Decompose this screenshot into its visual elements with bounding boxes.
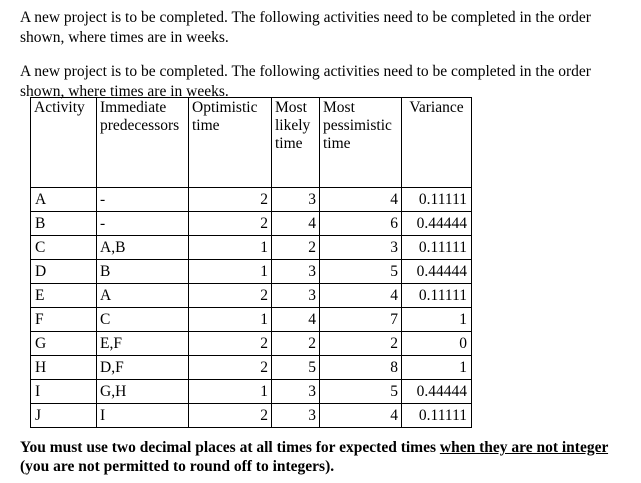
- cell-optimistic: 1: [189, 308, 272, 332]
- cell-likely: 3: [272, 188, 320, 212]
- cell-variance: 0.11111: [402, 404, 472, 428]
- cell-activity: I: [31, 380, 97, 404]
- intro-paragraph: A new project is to be completed. The following activities need to be completed in the order shown, where times are in weeks.: [20, 9, 591, 46]
- cell-activity: C: [31, 236, 97, 260]
- table-row: [31, 188, 472, 212]
- table-header-row: [31, 98, 472, 188]
- header-activity: Activity: [31, 98, 97, 188]
- cell-variance: 0.11111: [402, 284, 472, 308]
- instruction-underlined: when they are not integer: [439, 439, 609, 456]
- cell-activity: G: [31, 332, 97, 356]
- intro-paragraph-repeat: A new project is to be completed. The following activities need to be completed in the order shown, where times are in weeks.: [20, 63, 591, 100]
- cell-predecessors: -: [97, 188, 189, 212]
- cell-pessimistic: 4: [320, 188, 402, 212]
- cell-optimistic: 2: [189, 284, 272, 308]
- table-row: [31, 260, 472, 284]
- cell-likely: 4: [272, 308, 320, 332]
- instruction-part-1: You must use two decimal places at all times for expected times: [20, 439, 440, 456]
- table-row: [31, 380, 472, 404]
- cell-variance: 0.44444: [402, 260, 472, 284]
- table-row: [31, 332, 472, 356]
- instruction-part-2: (you are not permitted to round off to integers).: [20, 458, 335, 475]
- header-predecessors: Immediate predecessors: [97, 98, 189, 188]
- cell-pessimistic: 5: [320, 260, 402, 284]
- cell-optimistic: 2: [189, 356, 272, 380]
- cell-variance: 0.44444: [402, 212, 472, 236]
- cell-likely: 3: [272, 404, 320, 428]
- cell-activity: B: [31, 212, 97, 236]
- cell-pessimistic: 6: [320, 212, 402, 236]
- cell-optimistic: 2: [189, 332, 272, 356]
- cell-variance: 1: [402, 308, 472, 332]
- cell-activity: A: [31, 188, 97, 212]
- cell-likely: 2: [272, 236, 320, 260]
- cell-predecessors: I: [97, 404, 189, 428]
- cell-predecessors: D,F: [97, 356, 189, 380]
- cell-likely: 2: [272, 332, 320, 356]
- cell-likely: 3: [272, 260, 320, 284]
- cell-optimistic: 2: [189, 188, 272, 212]
- cell-likely: 3: [272, 380, 320, 404]
- table-row: [31, 236, 472, 260]
- cell-predecessors: A: [97, 284, 189, 308]
- cell-optimistic: 1: [189, 380, 272, 404]
- activity-table-container: [30, 97, 472, 428]
- table-row: [31, 356, 472, 380]
- cell-activity: D: [31, 260, 97, 284]
- cell-variance: 0: [402, 332, 472, 356]
- cell-predecessors: B: [97, 260, 189, 284]
- cell-variance: 1: [402, 356, 472, 380]
- cell-variance: 0.44444: [402, 380, 472, 404]
- cell-pessimistic: 7: [320, 308, 402, 332]
- cell-variance: 0.11111: [402, 236, 472, 260]
- cell-pessimistic: 8: [320, 356, 402, 380]
- cell-pessimistic: 2: [320, 332, 402, 356]
- header-optimistic: Optimistic time: [189, 98, 272, 188]
- cell-pessimistic: 5: [320, 380, 402, 404]
- cell-likely: 3: [272, 284, 320, 308]
- cell-optimistic: 1: [189, 236, 272, 260]
- table-row: [31, 212, 472, 236]
- cell-pessimistic: 4: [320, 404, 402, 428]
- cell-activity: J: [31, 404, 97, 428]
- cell-optimistic: 1: [189, 260, 272, 284]
- cell-predecessors: G,H: [97, 380, 189, 404]
- cell-likely: 4: [272, 212, 320, 236]
- instruction-note: [20, 438, 630, 476]
- activity-table: [30, 97, 472, 428]
- cell-predecessors: A,B: [97, 236, 189, 260]
- cell-likely: 5: [272, 356, 320, 380]
- cell-optimistic: 2: [189, 404, 272, 428]
- cell-pessimistic: 3: [320, 236, 402, 260]
- cell-variance: 0.11111: [402, 188, 472, 212]
- table-row: [31, 404, 472, 428]
- cell-optimistic: 2: [189, 212, 272, 236]
- cell-predecessors: -: [97, 212, 189, 236]
- header-variance: Variance: [402, 98, 472, 188]
- header-likely: Most likely time: [272, 98, 320, 188]
- cell-activity: E: [31, 284, 97, 308]
- table-row: [31, 284, 472, 308]
- table-row: [31, 308, 472, 332]
- cell-activity: H: [31, 356, 97, 380]
- header-pessimistic: Most pessimistic time: [320, 98, 402, 188]
- cell-predecessors: C: [97, 308, 189, 332]
- cell-predecessors: E,F: [97, 332, 189, 356]
- cell-activity: F: [31, 308, 97, 332]
- cell-pessimistic: 4: [320, 284, 402, 308]
